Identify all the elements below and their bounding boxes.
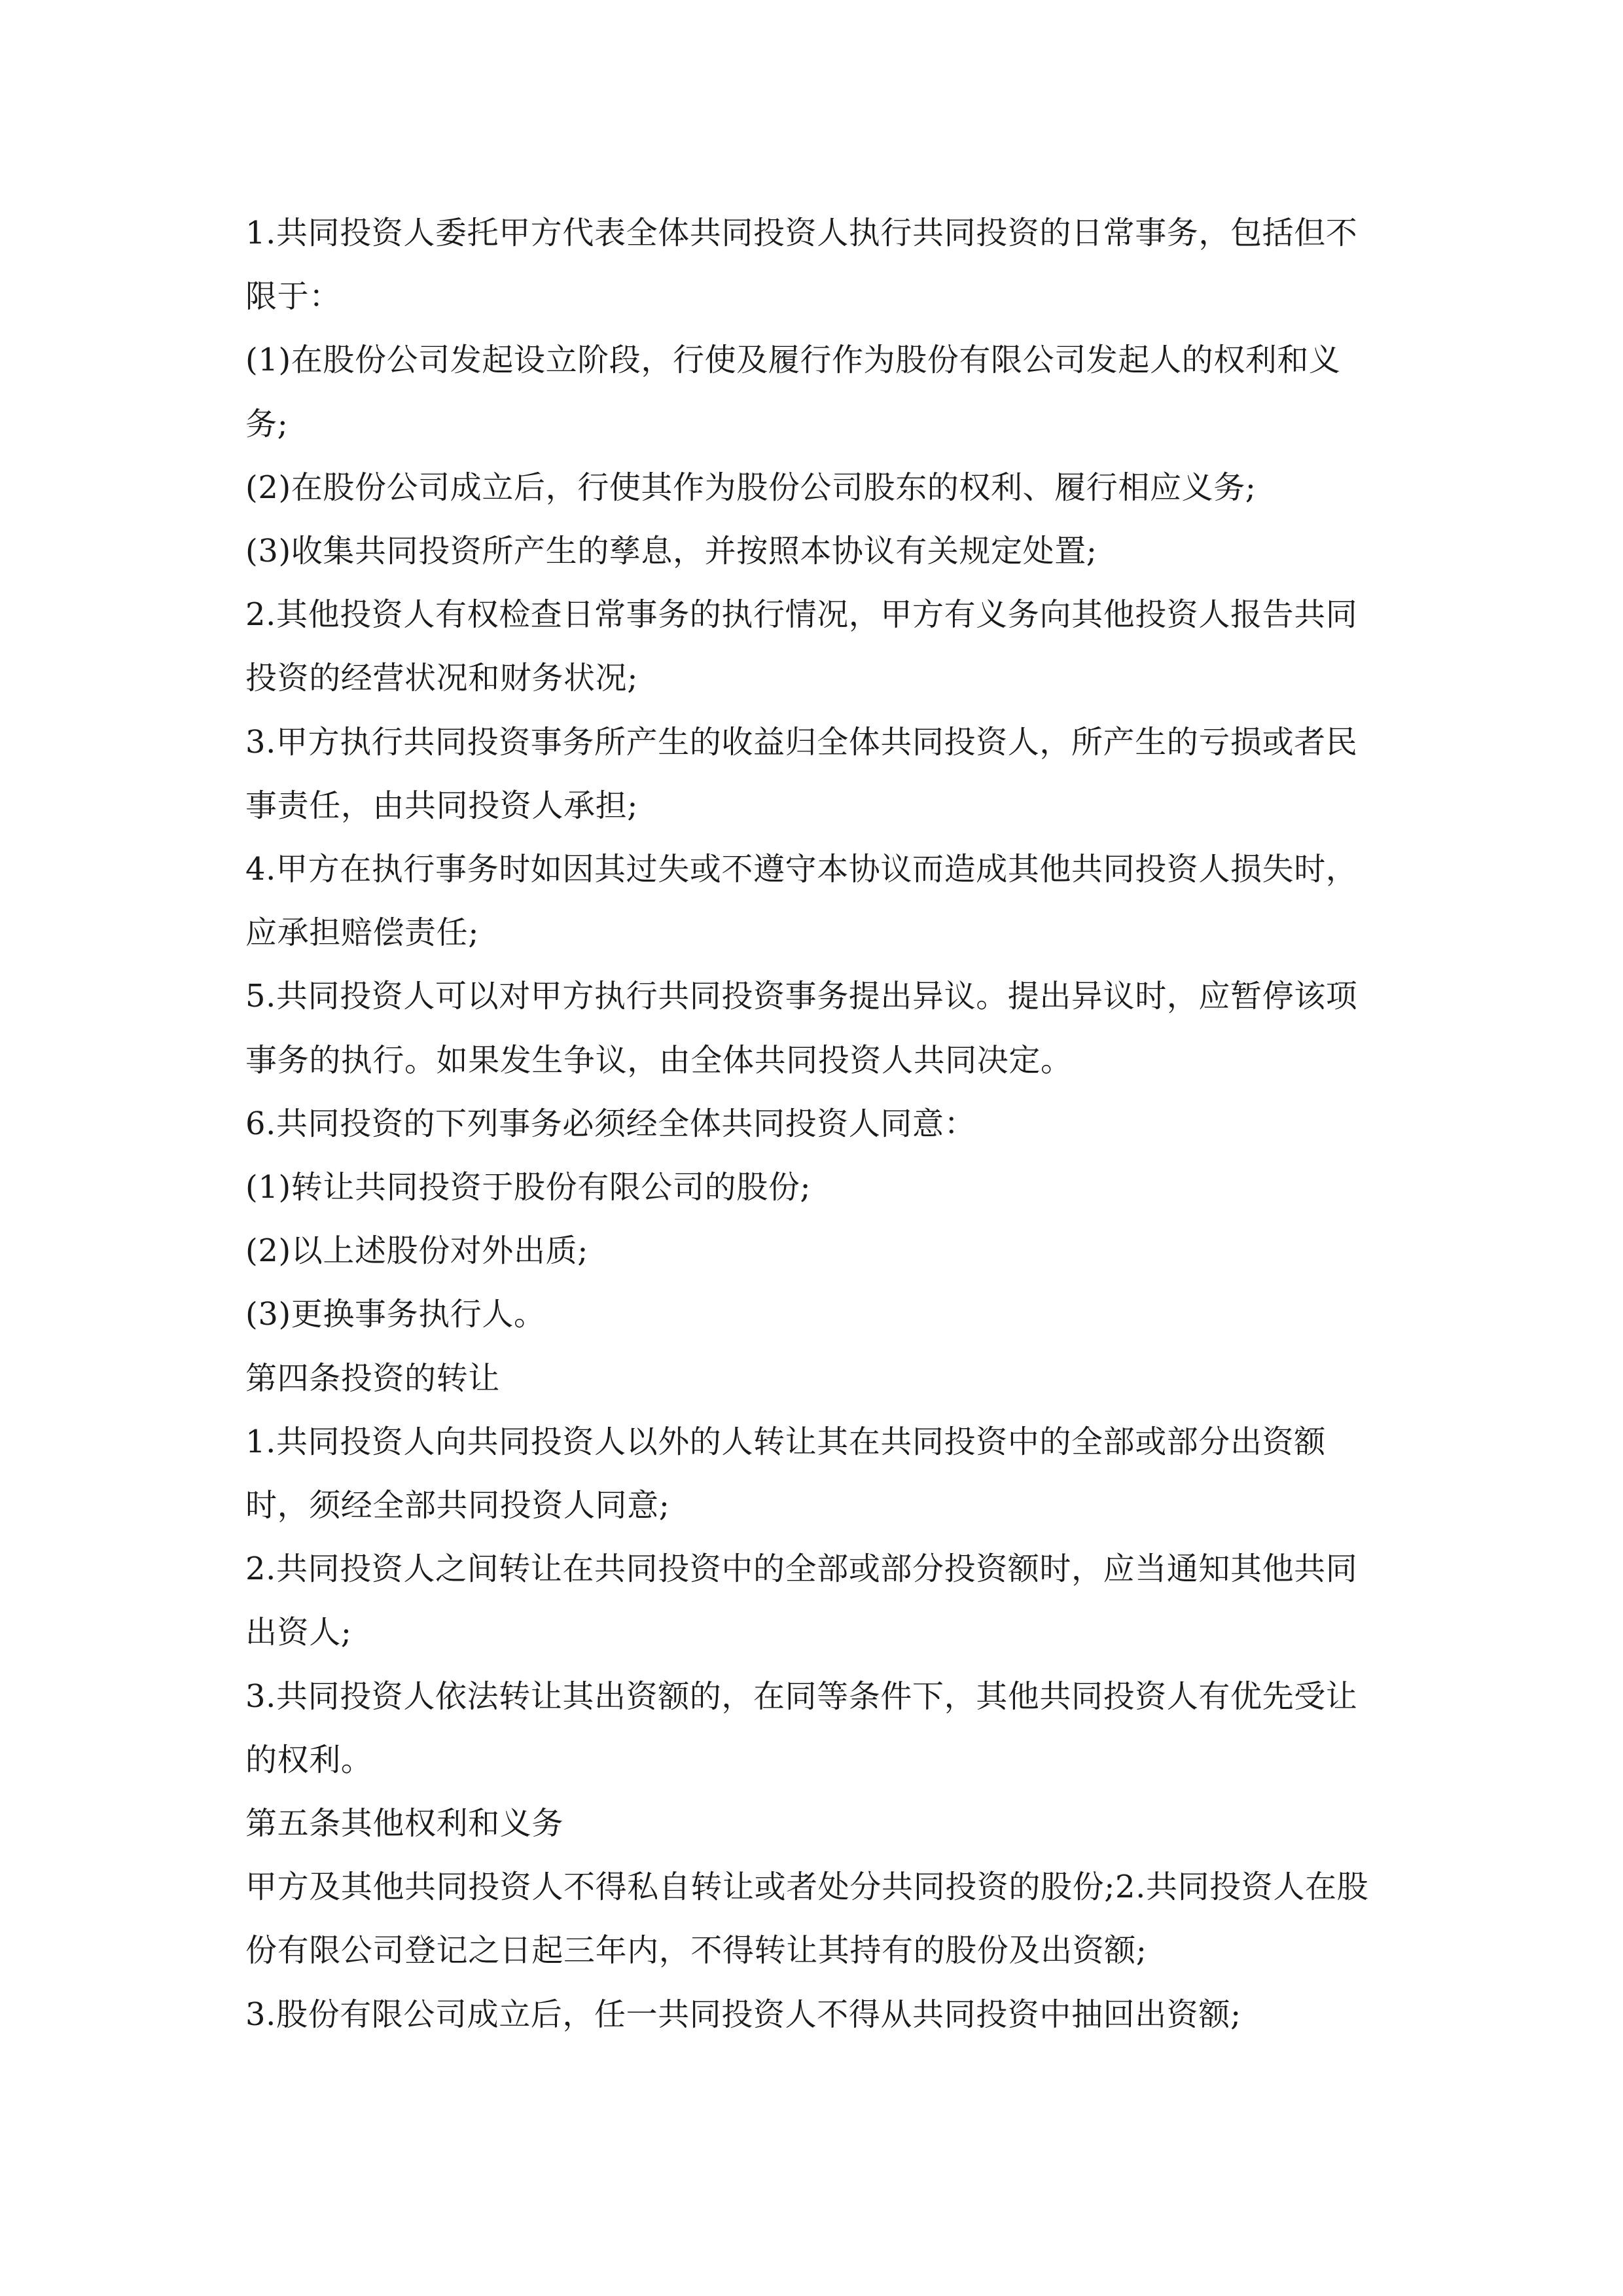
paragraph-4: (3)收集共同投资所产生的孳息，并按照本协议有关规定处置; (245, 533, 1097, 570)
paragraph-15: 2.共同投资人之间转让在共同投资中的全部或部分投资额时，应当通知其他共同出资人; (245, 1551, 1358, 1651)
paragraph-8: 5.共同投资人可以对甲方执行共同投资事务提出异议。提出异议时，应暂停该项事务的执行。如果发生争议，由全体共同投资人共同决定。 (245, 978, 1358, 1079)
paragraph-1: 1.共同投资人委托甲方代表全体共同投资人执行共同投资的日常事务，包括但不限于： (245, 215, 1358, 315)
paragraph-5: 2.其他投资人有权检查日常事务的执行情况，甲方有义务向其他投资人报告共同投资的经营状况和财务状况; (245, 596, 1358, 697)
paragraph-11: (2)以上述股份对外出质; (245, 1232, 588, 1270)
section-heading-article-5: 第五条其他权利和义务 (245, 1805, 564, 1842)
paragraph-3: (2)在股份公司成立后，行使其作为股份公司股东的权利、履行相应义务; (245, 469, 1257, 506)
paragraph-18: 甲方及其他共同投资人不得私自转让或者处分共同投资的股份;2.共同投资人在股份有限公司登记之日起三年内，不得转让其持有的股份及出资额; (245, 1869, 1369, 1969)
section-heading-article-4: 第四条投资的转让 (245, 1359, 500, 1397)
paragraph-14: 1.共同投资人向共同投资人以外的人转让其在共同投资中的全部或部分出资额时，须经全部共同投资人同意; (245, 1423, 1326, 1524)
paragraph-9: 6.共同投资的下列事务必须经全体共同投资人同意： (245, 1105, 976, 1142)
paragraph-12: (3)更换事务执行人。 (245, 1296, 546, 1333)
paragraph-2: (1)在股份公司发起设立阶段，行使及履行作为股份有限公司发起人的权利和义务; (245, 342, 1341, 442)
paragraph-16: 3.共同投资人依法转让其出资额的，在同等条件下，其他共同投资人有优先受让的权利。 (245, 1677, 1358, 1778)
document-body (245, 202, 1381, 2047)
paragraph-6: 3.甲方执行共同投资事务所产生的收益归全体共同投资人，所产生的亏损或者民事责任，由共同投资人承担; (245, 723, 1358, 824)
paragraph-19: 3.股份有限公司成立后，任一共同投资人不得从共同投资中抽回出资额; (245, 1996, 1241, 2033)
paragraph-10: (1)转让共同投资于股份有限公司的股份; (245, 1169, 812, 1206)
paragraph-7: 4.甲方在执行事务时如因其过失或不遵守本协议而造成其他共同投资人损失时，应承担赔偿责任; (245, 851, 1358, 952)
